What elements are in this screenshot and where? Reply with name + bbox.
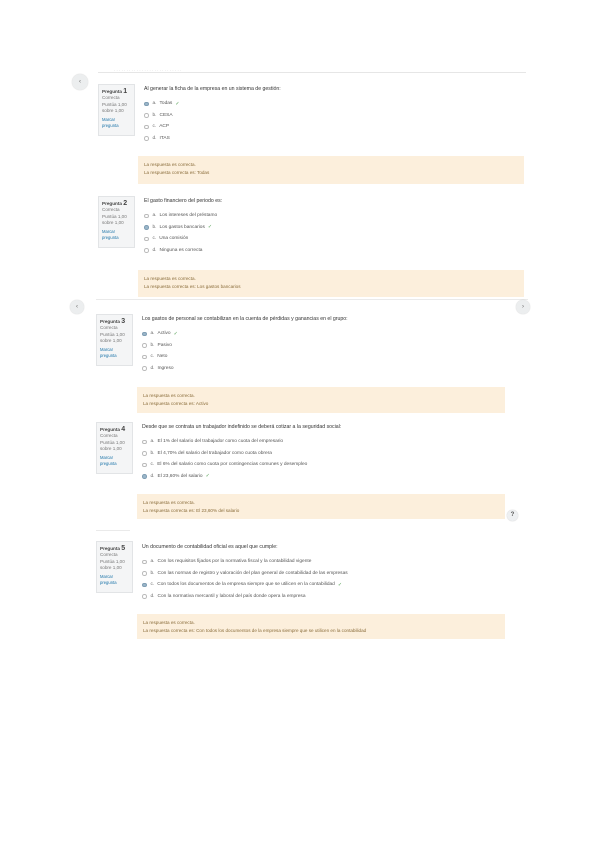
check-icon: ✓ [205,473,210,480]
check-icon: ✓ [175,100,180,107]
option-letter: a. [150,439,155,445]
question-score: Puntúa 1,00 sobre 1,00 [100,439,125,452]
option-text: Ninguna es correcta [159,247,203,253]
question-number: 1 [123,88,128,95]
check-icon: ✓ [207,224,213,231]
feedback-result: La respuesta es correcta. [143,393,195,398]
feedback-box-5 [137,614,505,639]
question-number: 4 [121,426,126,433]
option-text: El 23,60% del salario [157,473,203,479]
answer-option[interactable] [142,351,504,363]
radio-icon[interactable] [142,463,147,468]
option-letter: c. [152,124,157,130]
option-letter: a. [150,559,155,565]
radio-icon[interactable] [144,214,149,219]
question-body-1 [144,86,524,144]
help-button[interactable]: ? [507,510,518,521]
radio-icon[interactable] [144,113,149,118]
feedback-result: La respuesta es correcta. [144,162,196,167]
option-letter: c. [152,236,157,242]
question-info-5 [96,541,133,593]
radio-icon[interactable] [142,594,147,599]
answer-option[interactable] [142,579,504,591]
option-text: El 1% del salario del trabajador como cuota del empresario [157,439,284,445]
answer-option[interactable] [144,233,524,245]
nav-right-button[interactable]: › [516,300,530,314]
feedback-correct-answer: La respuesta correcta es: Con todos los documentos de la empresa siempre que se utilicen en la contabilidad [143,627,367,633]
radio-icon[interactable] [142,583,147,588]
option-text: Con la normativa mercantil y laboral del país donde opera la empresa [157,593,306,599]
flag-question-link[interactable]: Marcar pregunta [100,573,117,586]
option-text: ACP [159,124,170,130]
question-text: Los gastos de personal se contabilizan en la cuenta de pérdidas y ganancias en el grupo: [142,316,348,322]
radio-icon[interactable] [142,474,147,479]
question-label: Pregunta [100,319,120,324]
question-info-1 [98,84,135,136]
answer-option[interactable] [144,210,524,222]
question-score: Puntúa 1,00 sobre 1,00 [100,331,125,344]
question-label: Pregunta [102,89,122,94]
answer-option[interactable] [144,121,524,133]
page-divider [96,299,528,300]
option-text: El 4,70% del salario del trabajador como cuota obrera [157,450,272,456]
radio-icon[interactable] [144,248,149,253]
option-text: Con todos los documentos de la empresa siempre que se utilicen en la contabilidad [157,582,335,588]
flag-question-link[interactable]: Marcar pregunta [100,454,117,467]
option-text: El 6% del salario como cuota por contingencias comunes y desempleo [157,462,308,468]
question-score: Puntúa 1,00 sobre 1,00 [100,558,125,571]
feedback-correct-answer: La respuesta correcta es: El 23,60% del salario [143,507,240,513]
option-letter: d. [152,247,157,253]
feedback-correct-answer: La respuesta correcta es: Los gastos bancarios [144,283,241,289]
feedback-box-4 [137,494,505,519]
flag-question-link[interactable]: Marcar pregunta [102,116,119,129]
question-body-4 [142,424,504,482]
question-status: Correcta [100,325,118,330]
top-strip [98,69,526,75]
option-letter: b. [150,342,155,348]
question-info-2 [98,196,135,248]
question-info-4 [96,422,133,474]
option-letter: c. [150,462,155,468]
option-letter: d. [152,135,157,141]
radio-icon[interactable] [142,440,147,445]
feedback-result: La respuesta es correcta. [143,620,195,625]
option-letter: c. [150,354,155,360]
option-letter: b. [150,570,155,576]
option-text: Con los requisitos fijados por la normativa fiscal y la contabilidad vigente [157,559,312,565]
radio-icon[interactable] [144,237,149,242]
question-text: Al generar la ficha de la empresa en un sistema de gestión: [144,86,281,92]
radio-icon[interactable] [142,560,147,565]
flag-question-link[interactable]: Marcar pregunta [102,228,119,241]
question-text: El gasto financiero del periodo es: [144,198,223,204]
radio-icon[interactable] [144,125,149,130]
radio-icon[interactable] [144,102,149,107]
question-label: Pregunta [102,201,122,206]
question-number: 2 [123,200,128,207]
radio-icon[interactable] [142,451,147,456]
radio-icon[interactable] [142,332,147,337]
feedback-box-3 [137,387,505,413]
radio-icon[interactable] [142,366,147,371]
question-text: Un documento de contabilidad oficial es aquel que cumple: [142,544,278,550]
section-divider [96,530,130,531]
option-text: Ingreso [157,365,174,371]
question-label: Pregunta [100,427,120,432]
feedback-box-1 [138,156,524,184]
question-body-3 [142,316,504,374]
radio-icon[interactable] [144,136,149,141]
answer-option[interactable] [142,459,504,471]
question-number: 3 [121,318,126,325]
answer-option[interactable] [142,556,504,568]
answer-option[interactable] [142,471,504,483]
radio-icon[interactable] [142,343,147,348]
answer-option[interactable] [142,591,504,603]
question-status: Correcta [102,95,120,100]
answer-option[interactable] [142,436,504,448]
answer-option[interactable] [142,363,504,375]
option-letter: a. [150,331,155,337]
option-text: Los gastos bancarios [159,224,205,230]
top-strip-text: · · · · · · · · · · · · · · · · · · · · · · · · · · · [114,69,182,73]
feedback-result: La respuesta es correcta. [143,500,195,505]
feedback-box-2 [138,270,524,297]
feedback-correct-answer: La respuesta correcta es: Activo [143,400,209,406]
option-letter: a. [152,101,157,107]
radio-icon[interactable] [142,355,147,360]
radio-icon[interactable] [142,571,147,576]
option-letter: d. [150,473,155,479]
option-text: CESA [159,112,173,118]
answer-option[interactable] [144,110,524,122]
question-label: Pregunta [100,546,120,551]
answer-option[interactable] [142,568,504,580]
option-letter: a. [152,213,157,219]
nav-left-button[interactable]: ‹ [70,300,84,314]
answer-option[interactable] [144,222,524,234]
option-text: Una comisión [159,236,189,242]
option-text: Los intereses del préstamo [159,213,218,219]
answer-option[interactable] [142,340,504,352]
question-body-5 [142,544,504,602]
answer-option[interactable] [142,448,504,460]
answer-option[interactable] [144,245,524,257]
feedback-result: La respuesta es correcta. [144,276,196,281]
check-icon: ✓ [173,330,178,337]
question-number: 5 [121,545,126,552]
option-letter: b. [152,112,157,118]
option-letter: c. [150,582,155,588]
option-letter: d. [150,593,155,599]
answer-option[interactable] [142,328,504,340]
feedback-correct-answer: La respuesta correcta es: Todas [144,169,210,175]
option-text: Neto [157,354,168,360]
flag-question-link[interactable]: Marcar pregunta [100,346,117,359]
answer-option[interactable] [144,98,524,110]
option-letter: b. [150,450,155,456]
option-text: ITAS [159,135,170,141]
question-text: Desde que se contrata un trabajador indefinido se deberá cotizar a la seguridad social: [142,424,342,430]
question-score: Puntúa 1,00 sobre 1,00 [102,101,127,114]
question-score: Puntúa 1,00 sobre 1,00 [102,213,127,226]
question-status: Correcta [102,207,120,212]
prev-page-button[interactable]: ‹ [72,74,88,90]
answer-option[interactable] [144,133,524,145]
radio-icon[interactable] [144,225,149,230]
option-letter: d. [150,365,155,371]
option-text: Con las normas de registro y valoración del plan general de contabilidad de las empresas [157,570,348,576]
question-status: Correcta [100,552,118,557]
option-text: Pasivo [157,342,172,348]
question-info-3 [96,314,133,366]
option-text: Activo [157,331,171,337]
option-letter: b. [152,224,157,230]
option-text: Todas [159,101,173,107]
question-status: Correcta [100,433,118,438]
question-body-2 [144,198,524,256]
check-icon: ✓ [337,581,343,588]
